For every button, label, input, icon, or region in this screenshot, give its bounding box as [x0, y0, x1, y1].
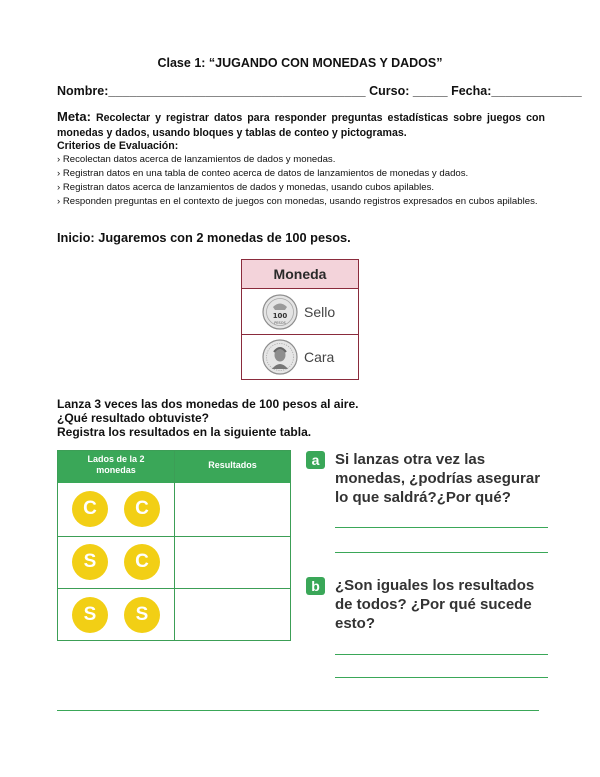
question-line: lo que saldrá?¿Por qué? [335, 489, 511, 506]
criteria-title: Criterios de Evaluación: [57, 140, 179, 152]
question-line: ¿Son iguales los resultados [335, 577, 535, 594]
criteria-item: › Registran datos en una tabla de conteo acerca de datos de lanzamientos de monedas y dados. [57, 168, 469, 179]
coin-value-text: 100 [272, 311, 288, 320]
coin-icon: C [72, 491, 108, 527]
criteria-item: › Recolectan datos acerca de lanzamientos de dados y monedas. [57, 154, 336, 165]
header-coin-sides [58, 451, 175, 483]
results-table [57, 450, 291, 641]
coin-table-header: Moneda [242, 260, 358, 289]
answer-line[interactable] [335, 552, 548, 553]
coin-icon: S [72, 597, 108, 633]
question-line: esto? [335, 615, 376, 632]
coin-sides-cell [58, 483, 175, 536]
coin-row-sello [242, 289, 358, 334]
answer-line[interactable] [335, 654, 548, 655]
coin-unit-text: PESOS [274, 320, 286, 325]
start-instruction: Inicio: Jugaremos con 2 monedas de 100 pesos. [57, 230, 351, 245]
coin-sides-cell [58, 589, 175, 641]
question-b-badge: b [306, 577, 325, 595]
page-title: Clase 1: “JUGANDO CON MONEDAS Y DADOS” [157, 56, 443, 70]
goal-label: Meta: [57, 109, 91, 124]
question-a-text [335, 450, 540, 507]
coin-icon: S [72, 544, 108, 580]
criteria-item: › Registran datos acerca de lanzamientos de dados y monedas, usando cubos apilables. [57, 182, 435, 193]
goal-paragraph [57, 109, 545, 141]
coin-icon: C [124, 544, 160, 580]
header-coin-sides-line: Lados de la 2 [87, 454, 145, 464]
criteria-item: › Responden preguntas en el contexto de juegos con monedas, usando registros expresados en cubos apilables. [57, 196, 538, 207]
table-row [58, 536, 290, 589]
results-table-header [58, 451, 290, 483]
header-coin-sides-line: monedas [96, 465, 136, 475]
table-row [58, 483, 290, 536]
coin-row-cara [242, 334, 358, 379]
table-row [58, 588, 290, 641]
question-line: Si lanzas otra vez las [335, 451, 486, 468]
answer-line[interactable] [335, 527, 548, 528]
coin-sello-icon [262, 294, 298, 330]
question-line: de todos? ¿Por qué sucede [335, 596, 532, 613]
student-info-line: Nombre:_____________________________________ Curso: _____ Fecha:_____________ [57, 84, 582, 98]
coin-table [241, 259, 359, 380]
question-a-badge: a [306, 451, 325, 469]
coin-sello-label: Sello [304, 303, 336, 320]
result-cell[interactable] [175, 589, 290, 641]
result-cell[interactable] [175, 483, 290, 536]
result-cell[interactable] [175, 537, 290, 589]
instruction-line: Lanza 3 veces las dos monedas de 100 pesos al aire. [57, 397, 359, 411]
instructions [57, 398, 359, 439]
coin-icon: C [124, 491, 160, 527]
question-b-text [335, 576, 534, 633]
goal-text: Recolectar y registrar datos para responder preguntas estadísticas sobre juegos con monedas y dados, usando bloques y tablas de conteo y pictogramas. [57, 112, 546, 139]
answer-line[interactable] [335, 677, 548, 678]
header-results: Resultados [208, 460, 257, 470]
coin-cara-icon [262, 339, 298, 375]
answer-line-full[interactable] [57, 710, 539, 711]
coin-icon: S [124, 597, 160, 633]
question-line: monedas, ¿podrías asegurar [335, 470, 541, 487]
instruction-line: Registra los resultados en la siguiente tabla. [57, 424, 312, 439]
coin-cara-label: Cara [304, 349, 335, 365]
instruction-line: ¿Qué resultado obtuviste? [57, 410, 210, 425]
coin-sides-cell [58, 537, 175, 589]
